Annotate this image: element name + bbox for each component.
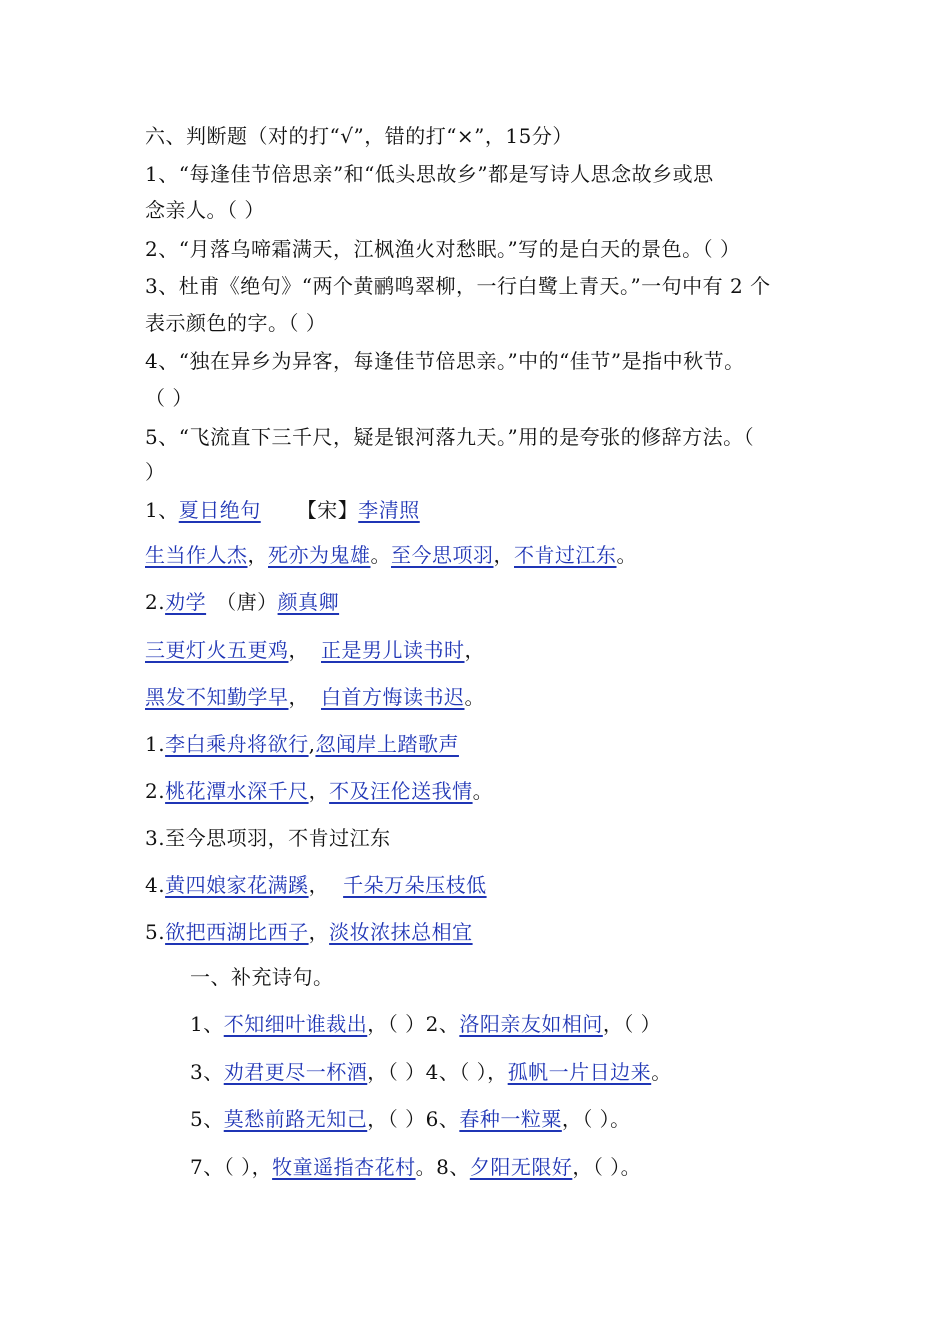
- answer-verse-b-link[interactable]: 忽闻岸上踏歌声: [315, 732, 459, 756]
- judge-q1-line1: 1、“每逢佳节倍思亲”和“低头思故乡”都是写诗人思念故乡或思: [145, 162, 714, 186]
- answer-verse-a-link[interactable]: 李白乘舟将欲行: [165, 732, 309, 756]
- fill-number: 3、: [190, 1060, 224, 1084]
- punct: 。: [616, 543, 637, 567]
- poem1-verse-c-link[interactable]: 至今思项羽: [391, 543, 494, 567]
- fill-blank-text: ，（ ）4、（ ），: [367, 1060, 508, 1084]
- punct: ，: [308, 920, 330, 944]
- punct: ，: [464, 638, 485, 662]
- fill-verse-link[interactable]: 牧童遥指杏花村: [272, 1155, 416, 1179]
- answer-number: 2.: [145, 779, 166, 803]
- fill-row-3: [190, 1105, 631, 1133]
- fill-blank-text: 。: [651, 1060, 672, 1084]
- poem1-number: 1、: [145, 498, 179, 522]
- fill-blank-text: ，（ ）6、: [367, 1107, 460, 1131]
- poem1-dynasty: 【宋】: [296, 498, 359, 522]
- poem1-verse-d-link[interactable]: 不肯过江东: [514, 543, 617, 567]
- answer-verse-b-link[interactable]: 千朵万朵压枝低: [343, 873, 487, 897]
- poem2-verse-d-link[interactable]: 白首方悔读书迟: [321, 685, 465, 709]
- answer-verse-b-link[interactable]: 淡妆浓抹总相宜: [329, 920, 473, 944]
- answer-number: 3.: [145, 826, 166, 850]
- fill-row-1: [190, 1010, 661, 1038]
- fill-blank-text: ，（ ）。: [561, 1107, 631, 1131]
- answer-item-2: [145, 777, 493, 805]
- judge-q2: 2、“月落乌啼霜满天，江枫渔火对愁眠。”写的是白天的景色。（ ）: [145, 237, 741, 261]
- poem1-verse-a-link[interactable]: 生当作人杰: [145, 543, 248, 567]
- fill-verse-link[interactable]: 劝君更尽一杯酒: [223, 1060, 368, 1084]
- poem1-verse: [145, 541, 637, 569]
- answer-number: 4.: [145, 873, 166, 897]
- punct: ,: [308, 732, 316, 756]
- fill-number: 7、（ ），: [190, 1155, 273, 1179]
- answer-item-4: [145, 871, 487, 899]
- fill-verse-link[interactable]: 孤帆一片日边来: [507, 1060, 652, 1084]
- fill-verse-link[interactable]: 洛阳亲友如相问: [459, 1012, 603, 1036]
- fill-number: 5、: [190, 1107, 224, 1131]
- answer-verse-a-link[interactable]: 桃花潭水深千尺: [165, 779, 309, 803]
- poem2-verse2: [145, 683, 485, 711]
- judge-q4-line1: 4、“独在异乡为异客，每逢佳节倍思亲。”中的“佳节”是指中秋节。: [145, 349, 745, 373]
- poem2-verse-a-link[interactable]: 三更灯火五更鸡: [145, 638, 289, 662]
- fill-blank-text: ，（ ）。: [572, 1155, 642, 1179]
- judge-q5-line1: 5、“飞流直下三千尺，疑是银河落九天。”用的是夸张的修辞方法。（: [145, 425, 755, 449]
- judge-q3-line1: 3、杜甫《绝句》“两个黄鹂鸣翠柳，一行白鹭上青天。”一句中有 2 个: [145, 274, 771, 298]
- poem2-number: 2.: [145, 590, 166, 614]
- poem2-verse1: [145, 636, 485, 664]
- punct: 。: [464, 685, 485, 709]
- judge-q3-line2: 表示颜色的字。（ ）: [145, 311, 327, 335]
- punct: ，: [308, 873, 330, 897]
- poem1-author-link[interactable]: 李清照: [358, 498, 420, 522]
- answer-verse-a-link[interactable]: 欲把西湖比西子: [165, 920, 309, 944]
- answer-item-5: [145, 918, 473, 946]
- answer-number: 1.: [145, 732, 166, 756]
- fill-blank-text: ，（ ）2、: [367, 1012, 460, 1036]
- fill-verse-link[interactable]: 不知细叶谁裁出: [223, 1012, 368, 1036]
- fill-row-4: [190, 1153, 641, 1181]
- punct: 。: [370, 543, 391, 567]
- punct: ，: [247, 543, 268, 567]
- answer-text: 至今思项羽，不肯过江东: [165, 826, 391, 850]
- poem2-title-link[interactable]: 劝学: [165, 590, 207, 614]
- poem2-dynasty: （唐）: [216, 590, 278, 614]
- poem2-title-line: [145, 588, 339, 616]
- judge-heading: 六、判断题（对的打“√”，错的打“×”，15分）: [145, 124, 573, 148]
- fill-verse-link[interactable]: 春种一粒粟: [459, 1107, 562, 1131]
- poem1-title-line: [145, 496, 420, 524]
- fill-verse-link[interactable]: 夕阳无限好: [469, 1155, 573, 1179]
- fill-row-2: [190, 1058, 672, 1086]
- punct: ，: [493, 543, 514, 567]
- fill-verse-link[interactable]: 莫愁前路无知己: [223, 1107, 368, 1131]
- poem2-verse-b-link[interactable]: 正是男儿读书时: [321, 638, 465, 662]
- judge-q1-line2: 念亲人。（ ）: [145, 198, 265, 222]
- answer-item-3: [145, 824, 391, 852]
- answer-verse-b-link[interactable]: 不及汪伦送我情: [329, 779, 473, 803]
- punct: ，: [288, 685, 309, 709]
- poem1-verse-b-link[interactable]: 死亦为鬼雄: [268, 543, 371, 567]
- poem2-verse-c-link[interactable]: 黑发不知勤学早: [145, 685, 289, 709]
- answer-item-1: [145, 730, 459, 758]
- poem2-author-link[interactable]: 颜真卿: [277, 590, 340, 614]
- fill-number: 1、: [190, 1012, 224, 1036]
- fill-heading: 一、补充诗句。: [190, 965, 334, 989]
- answer-number: 5.: [145, 920, 166, 944]
- judge-q5-line2: ）: [145, 460, 166, 484]
- fill-blank-text: ，（ ）: [602, 1012, 662, 1036]
- punct: 。: [472, 779, 494, 803]
- poem1-title-link[interactable]: 夏日绝句: [178, 498, 261, 522]
- punct: ，: [288, 638, 309, 662]
- answer-verse-a-link[interactable]: 黄四娘家花满蹊: [165, 873, 309, 897]
- fill-blank-text: 。8、: [415, 1155, 470, 1179]
- punct: ，: [308, 779, 330, 803]
- judge-q4-line2: （ ）: [145, 386, 193, 410]
